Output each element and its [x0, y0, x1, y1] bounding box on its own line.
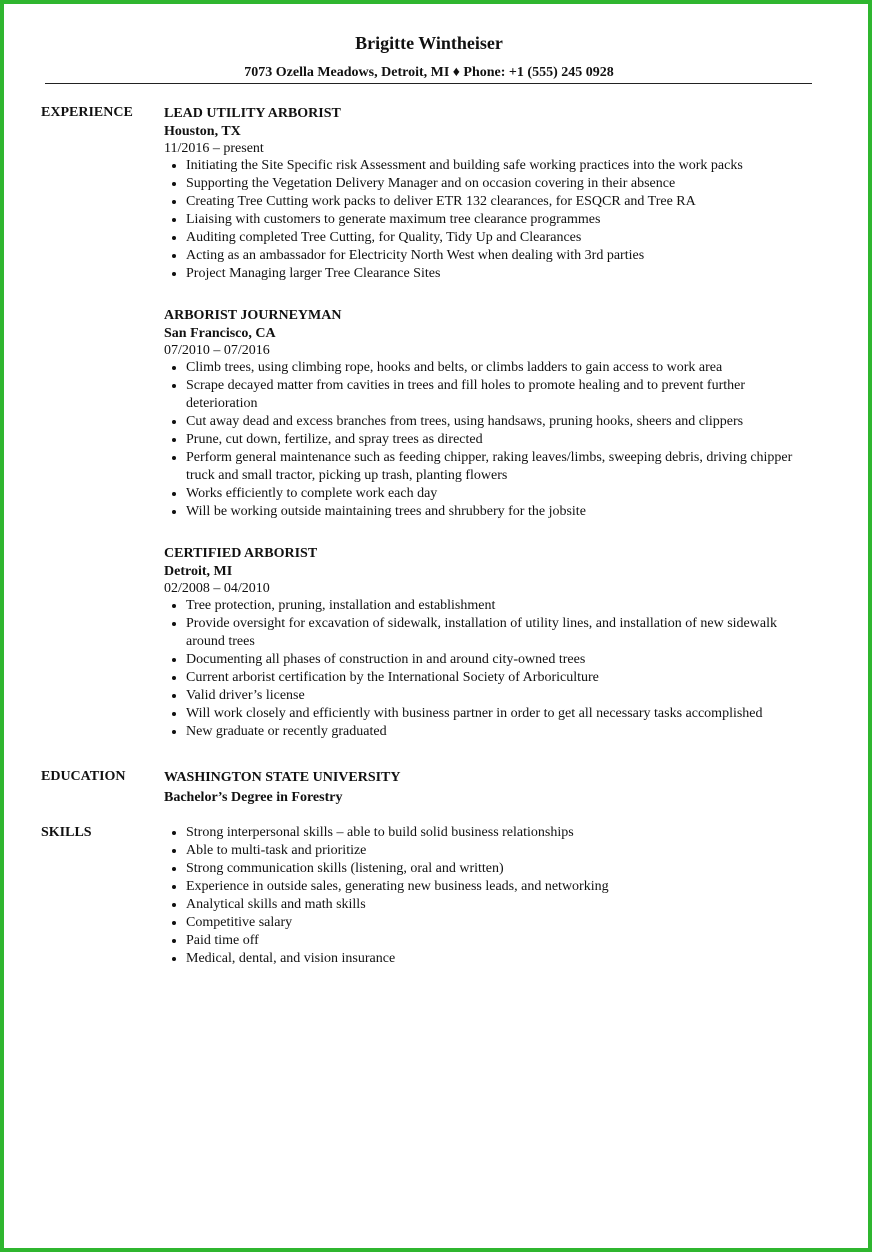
skills-list	[164, 824, 814, 968]
skill-item: Medical, dental, and vision insurance	[164, 950, 814, 968]
job-location: Detroit, MI	[164, 564, 233, 579]
job-title: ARBORIST JOURNEYMAN	[164, 308, 342, 323]
skill-item: Strong communication skills (listening, oral and written)	[164, 860, 814, 878]
bullet-item: Current arborist certification by the International Society of Arboriculture	[164, 669, 814, 687]
contact-line: 7073 Ozella Meadows, Detroit, MI ♦ Phone: +1 (555) 245 0928	[244, 65, 614, 80]
skill-item: Analytical skills and math skills	[164, 896, 814, 914]
skill-item: Able to multi-task and prioritize	[164, 842, 814, 860]
bullet-item: New graduate or recently graduated	[164, 723, 814, 741]
bullet-item: Works efficiently to complete work each day	[164, 485, 814, 503]
header-divider	[45, 83, 812, 84]
bullet-item: Liaising with customers to generate maximum tree clearance programmes	[164, 211, 814, 229]
school-name: WASHINGTON STATE UNIVERSITY	[164, 770, 401, 785]
degree: Bachelor’s Degree in Forestry	[164, 790, 343, 805]
resume-name: Brigitte Wintheiser	[355, 33, 503, 53]
bullet-item: Creating Tree Cutting work packs to deliver ETR 132 clearances, for ESQCR and Tree RA	[164, 193, 814, 211]
bullet-item: Valid driver’s license	[164, 687, 814, 705]
job-entry	[164, 105, 814, 283]
bullet-item: Scrape decayed matter from cavities in trees and fill holes to promote healing and to prevent further deterioration	[164, 377, 814, 413]
bullet-item: Acting as an ambassador for Electricity North West when dealing with 3rd parties	[164, 247, 814, 265]
bullet-item: Cut away dead and excess branches from trees, using handsaws, pruning hooks, sheers and clippers	[164, 413, 814, 431]
skill-item: Experience in outside sales, generating new business leads, and networking	[164, 878, 814, 896]
job-location: Houston, TX	[164, 124, 241, 139]
job-dates: 02/2008 – 04/2010	[164, 581, 270, 596]
bullet-item: Will work closely and efficiently with business partner in order to get all necessary tasks accomplished	[164, 705, 814, 723]
skills-heading: SKILLS	[41, 825, 92, 840]
job-dates: 07/2010 – 07/2016	[164, 343, 270, 358]
job-dates: 11/2016 – present	[164, 141, 264, 156]
bullet-item: Supporting the Vegetation Delivery Manager and on occasion covering in their absence	[164, 175, 814, 193]
experience-heading: EXPERIENCE	[41, 105, 133, 120]
bullet-item: Documenting all phases of construction in and around city-owned trees	[164, 651, 814, 669]
bullet-item: Provide oversight for excavation of sidewalk, installation of utility lines, and installation of new sidewalk around trees	[164, 615, 814, 651]
education-entry	[164, 769, 814, 806]
bullet-item: Auditing completed Tree Cutting, for Quality, Tidy Up and Clearances	[164, 229, 814, 247]
bullet-item: Will be working outside maintaining trees and shrubbery for the jobsite	[164, 503, 814, 521]
bullet-item: Project Managing larger Tree Clearance Sites	[164, 265, 814, 283]
skill-item: Strong interpersonal skills – able to build solid business relationships	[164, 824, 814, 842]
bullet-item: Climb trees, using climbing rope, hooks and belts, or climbs ladders to gain access to work area	[164, 359, 814, 377]
skills-bullets	[164, 824, 814, 968]
job-bullets	[164, 359, 814, 521]
education-heading: EDUCATION	[41, 769, 126, 784]
bullet-item: Initiating the Site Specific risk Assessment and building safe working practices into the work packs	[164, 157, 814, 175]
job-location: San Francisco, CA	[164, 326, 276, 341]
skill-item: Paid time off	[164, 932, 814, 950]
skill-item: Competitive salary	[164, 914, 814, 932]
job-bullets	[164, 157, 814, 283]
job-entry	[164, 545, 814, 741]
job-entry	[164, 307, 814, 521]
job-bullets	[164, 597, 814, 741]
bullet-item: Prune, cut down, fertilize, and spray trees as directed	[164, 431, 814, 449]
job-title: LEAD UTILITY ARBORIST	[164, 106, 341, 121]
bullet-item: Perform general maintenance such as feeding chipper, raking leaves/limbs, sweeping debris, driving chipper truck and small tractor, picking up trash, planting flowers	[164, 449, 814, 485]
bullet-item: Tree protection, pruning, installation and establishment	[164, 597, 814, 615]
job-title: CERTIFIED ARBORIST	[164, 546, 318, 561]
